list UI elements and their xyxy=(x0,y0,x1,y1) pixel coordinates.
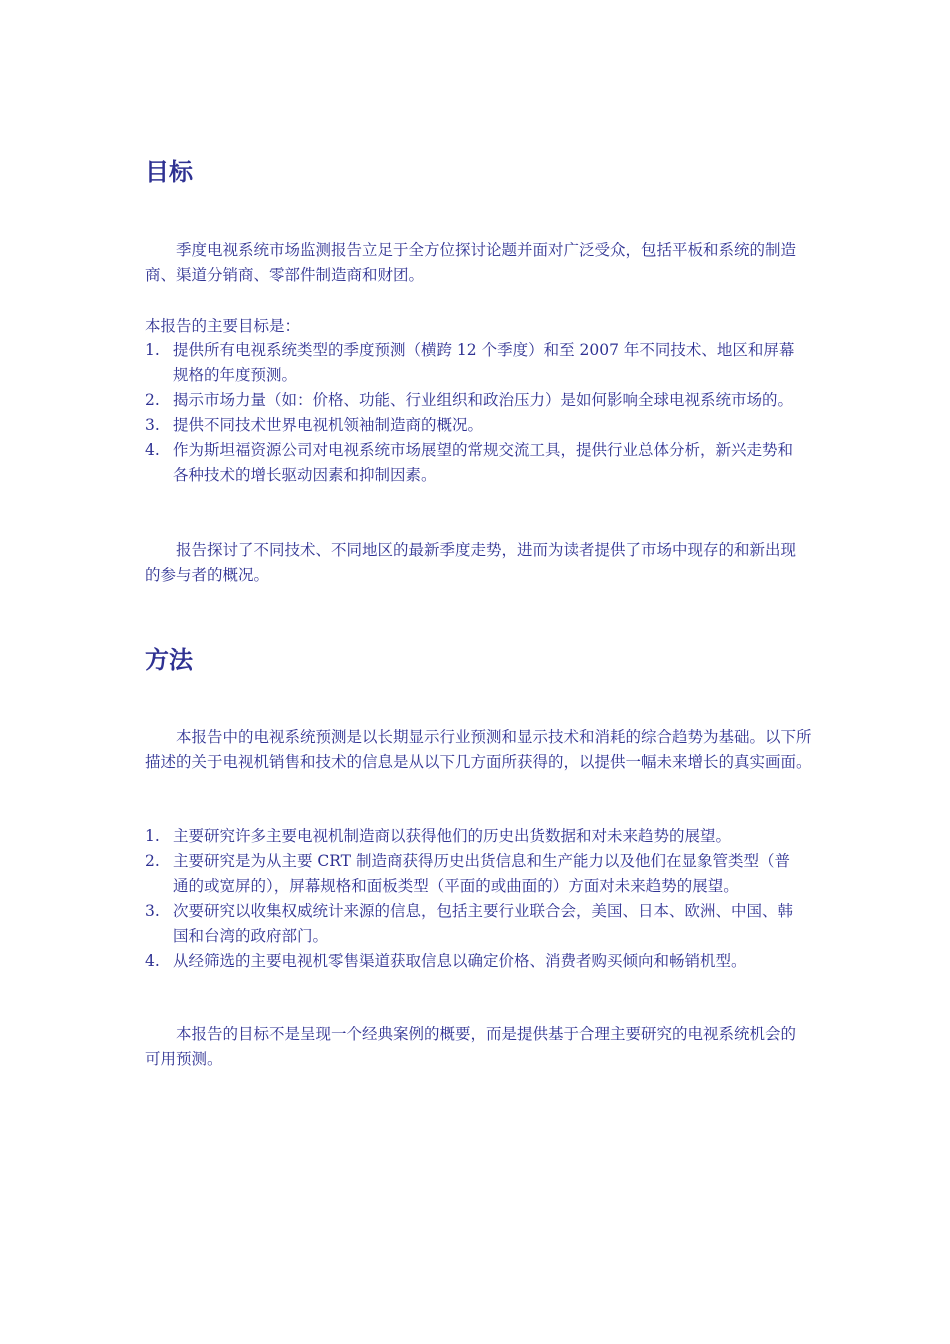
list-item-number: 3. xyxy=(145,416,160,434)
list-item-number: 1. xyxy=(145,341,160,359)
list-item-number: 4. xyxy=(145,952,160,970)
objective-heading: 目标 xyxy=(145,158,193,186)
objective-summary-paragraph: 报告探讨了不同技术、不同地区的最新季度走势，进而为读者提供了市场中现存的和新出现的参与者的概况。 xyxy=(145,541,797,584)
method-list xyxy=(145,824,805,974)
list-item xyxy=(145,899,805,949)
list-item xyxy=(145,413,805,438)
list-item-text: 揭示市场力量（如：价格、功能、行业组织和政治压力）是如何影响全球电视系统市场的。 xyxy=(173,391,794,409)
list-item-number: 2. xyxy=(145,852,160,870)
list-item-number: 1. xyxy=(145,827,160,845)
list-item-number: 4. xyxy=(145,441,160,459)
list-item-number: 2. xyxy=(145,391,160,409)
list-item-text: 次要研究以收集权威统计来源的信息，包括主要行业联合会，美国、日本、欧洲、中国、韩国和台湾的政府部门。 xyxy=(173,902,794,945)
list-item-number: 3. xyxy=(145,902,160,920)
method-heading: 方法 xyxy=(145,646,193,674)
list-item-text: 从经筛选的主要电视机零售渠道获取信息以确定价格、消费者购买倾向和畅销机型。 xyxy=(173,952,747,970)
list-item xyxy=(145,949,805,974)
list-item xyxy=(145,438,805,488)
list-item xyxy=(145,849,805,899)
list-item-text: 提供所有电视系统类型的季度预测（横跨 12 个季度）和至 2007 年不同技术、地区和屏幕规格的年度预测。 xyxy=(173,341,795,384)
objective-lead-text: 本报告的主要目标是： xyxy=(145,317,301,335)
method-intro-paragraph: 本报告中的电视系统预测是以长期显示行业预测和显示技术和消耗的综合趋势为基础。以下所描述的关于电视机销售和技术的信息是从以下几方面所获得的，以提供一幅未来增长的真实画面。 xyxy=(145,728,812,771)
list-item xyxy=(145,824,805,849)
list-item-text: 主要研究是为从主要 CRT 制造商获得历史出货信息和生产能力以及他们在显象管类型（普通的或宽屏的），屏幕规格和面板类型（平面的或曲面的）方面对未来趋势的展望。 xyxy=(173,852,790,895)
list-item xyxy=(145,388,805,413)
method-summary-paragraph: 本报告的目标不是呈现一个经典案例的概要，而是提供基于合理主要研究的电视系统机会的可用预测。 xyxy=(145,1025,797,1068)
list-item xyxy=(145,338,805,388)
objective-list xyxy=(145,338,805,488)
objective-intro-paragraph: 季度电视系统市场监测报告立足于全方位探讨论题并面对广泛受众，包括平板和系统的制造商、渠道分销商、零部件制造商和财团。 xyxy=(145,241,797,284)
list-item-text: 作为斯坦福资源公司对电视系统市场展望的常规交流工具，提供行业总体分析，新兴走势和各种技术的增长驱动因素和抑制因素。 xyxy=(173,441,794,484)
list-item-text: 主要研究许多主要电视机制造商以获得他们的历史出货数据和对未来趋势的展望。 xyxy=(173,827,732,845)
list-item-text: 提供不同技术世界电视机领袖制造商的概况。 xyxy=(173,416,484,434)
